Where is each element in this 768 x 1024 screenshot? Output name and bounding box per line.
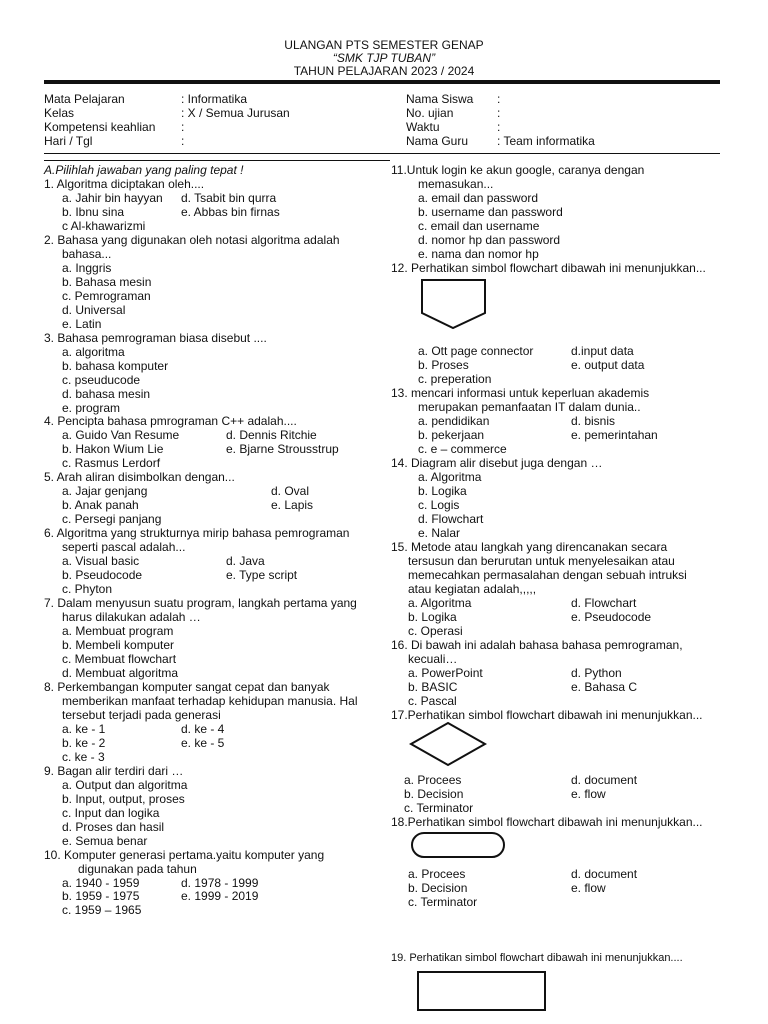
q14-option-d: d. Flowchart	[418, 512, 484, 526]
q9-option-b: b. Input, output, proses	[62, 792, 185, 806]
q15-option-b: b. Logika	[408, 610, 457, 624]
q10-option-e: e. 1999 - 2019	[181, 889, 259, 903]
info-value-subject: : Informatika	[181, 92, 248, 106]
q16-option-c: c. Pascal	[408, 694, 457, 708]
info-label-student: Nama Siswa	[406, 92, 474, 106]
q17-option-e: e. flow	[571, 787, 606, 801]
q11-option-e: e. nama dan nomor hp	[418, 247, 539, 261]
q2-option-b: b. Bahasa mesin	[62, 275, 152, 289]
q7-option-b: b. Membeli komputer	[62, 638, 175, 652]
q4-option-c: c. Rasmus Lerdorf	[62, 456, 161, 470]
q7-option-a: a. Membuat program	[62, 624, 174, 638]
q2-option-a: a. Inggris	[62, 261, 112, 275]
q3-option-a: a. algoritma	[62, 345, 125, 359]
q14-option-a: a. Algoritma	[418, 470, 482, 484]
question-17: 17.Perhatikan simbol flowchart dibawah ini menunjukkan...	[391, 708, 703, 722]
question-13-cont: merupakan pemanfaatan IT dalam dunia..	[418, 400, 641, 414]
q14-option-c: c. Logis	[418, 498, 460, 512]
q4-option-b: b. Hakon Wium Lie	[62, 442, 164, 456]
q18-option-b: b. Decision	[408, 881, 468, 895]
info-label-class: Kelas	[44, 106, 75, 120]
question-7: 7. Dalam menyusun suatu program, langkah pertama yang	[44, 596, 357, 610]
q1-option-a: a. Jahir bin hayyan	[62, 191, 163, 205]
q1-option-d: d. Tsabit bin qurra	[181, 191, 277, 205]
info-label-exam-no: No. ujian	[406, 106, 454, 120]
q5-option-e: e. Lapis	[271, 498, 314, 512]
question-9: 9. Bagan alir terdiri dari …	[44, 764, 184, 778]
q16-option-a: a. PowerPoint	[408, 666, 483, 680]
question-15-cont1: tersusun dan berurutan untuk menyelesaikan atau	[408, 554, 675, 568]
q14-option-e: e. Nalar	[418, 526, 461, 540]
q15-option-d: d. Flowchart	[571, 596, 637, 610]
q18-option-a: a. Procees	[408, 867, 466, 881]
question-8-cont1: memberikan manfaat terhadap kehidupan manusia. Hal	[62, 694, 358, 708]
q10-option-a: a. 1940 - 1959	[62, 876, 140, 890]
q4-option-a: a. Guido Van Resume	[62, 428, 180, 442]
terminator-oval-symbol	[410, 831, 506, 859]
info-value-exam-no: :	[497, 106, 501, 120]
info-label-subject: Mata Pelajaran	[44, 92, 125, 106]
info-label-date: Hari / Tgl	[44, 134, 93, 148]
question-16: 16. Di bawah ini adalah bahasa bahasa pemrograman,	[391, 638, 683, 652]
q3-option-e: e. program	[62, 401, 121, 415]
q5-option-d: d. Oval	[271, 484, 310, 498]
q11-option-b: b. username dan password	[418, 205, 563, 219]
q9-option-d: d. Proses dan hasil	[62, 820, 165, 834]
q12-option-e: e. output data	[571, 358, 645, 372]
q1-option-e: e. Abbas bin firnas	[181, 205, 280, 219]
academic-year: TAHUN PELAJARAN 2023 / 2024	[293, 64, 475, 78]
q14-option-b: b. Logika	[418, 484, 467, 498]
q13-option-b: b. pekerjaan	[418, 428, 485, 442]
q3-option-d: d. bahasa mesin	[62, 387, 151, 401]
question-19: 19. Perhatikan simbol flowchart dibawah ini menunjukkan....	[391, 952, 683, 964]
q2-option-c: c. Pemrograman	[62, 289, 151, 303]
question-15-cont2: memecahkan permasalahan dengan sebuah intruksi	[408, 568, 687, 582]
q11-option-d: d. nomor hp dan password	[418, 233, 561, 247]
q13-option-a: a. pendidikan	[418, 414, 490, 428]
info-value-class: : X / Semua Jurusan	[181, 106, 290, 120]
q8-option-b: b. ke - 2	[62, 736, 106, 750]
q6-option-a: a. Visual basic	[62, 554, 140, 568]
question-7-cont: harus dilakukan adalah …	[62, 610, 201, 624]
question-5: 5. Arah aliran disimbolkan dengan...	[44, 470, 235, 484]
left-column-rule	[44, 160, 390, 161]
question-8-cont2: tersebut terjadi pada generasi	[62, 708, 221, 722]
q2-option-d: d. Universal	[62, 303, 126, 317]
q13-option-e: e. pemerintahan	[571, 428, 658, 442]
q18-option-d: d. document	[571, 867, 638, 881]
q12-option-b: b. Proses	[418, 358, 469, 372]
q9-option-a: a. Output dan algoritma	[62, 778, 188, 792]
q11-option-c: c. email dan username	[418, 219, 540, 233]
q6-option-b: b. Pseudocode	[62, 568, 143, 582]
info-value-competence: :	[181, 120, 185, 134]
question-6-cont: seperti pascal adalah...	[62, 540, 186, 554]
q17-option-a: a. Procees	[404, 773, 462, 787]
q17-option-c: c. Terminator	[404, 801, 474, 815]
exam-title: ULANGAN PTS SEMESTER GENAP	[284, 38, 484, 52]
info-label-competence: Kompetensi keahlian	[44, 120, 156, 134]
question-13: 13. mencari informasi untuk keperluan akademis	[391, 386, 650, 400]
question-11: 11.Untuk login ke akun google, caranya dengan	[391, 163, 645, 177]
q16-option-e: e. Bahasa C	[571, 680, 638, 694]
q9-option-e: e. Semua benar	[62, 834, 148, 848]
question-14: 14. Diagram alir disebut juga dengan …	[391, 456, 603, 470]
q4-option-d: d. Dennis Ritchie	[226, 428, 317, 442]
offpage-connector-symbol	[418, 277, 490, 333]
question-10-cont: digunakan pada tahun	[78, 862, 197, 876]
q10-option-c: c. 1959 – 1965	[62, 903, 142, 917]
instruction: A.Pilihlah jawaban yang paling tepat !	[44, 163, 244, 177]
q12-option-c: c. preperation	[418, 372, 492, 386]
q17-option-d: d. document	[571, 773, 638, 787]
q10-option-b: b. 1959 - 1975	[62, 889, 140, 903]
decision-diamond-symbol	[408, 721, 488, 767]
question-10: 10. Komputer generasi pertama.yaitu komputer yang	[44, 848, 325, 862]
question-11-cont: memasukan...	[418, 177, 494, 191]
q9-option-c: c. Input dan logika	[62, 806, 160, 820]
q17-option-b: b. Decision	[404, 787, 464, 801]
q7-option-c: c. Membuat flowchart	[62, 652, 177, 666]
info-value-student: :	[497, 92, 501, 106]
question-15-cont3: atau kegiatan adalah,,,,,	[408, 582, 537, 596]
info-value-time: :	[497, 120, 501, 134]
q8-option-e: e. ke - 5	[181, 736, 225, 750]
question-4: 4. Pencipta bahasa pmrograman C++ adalah....	[44, 414, 297, 428]
question-16-cont: kecuali…	[408, 652, 458, 666]
q18-option-e: e. flow	[571, 881, 606, 895]
info-value-date: :	[181, 134, 185, 148]
info-label-teacher: Nama Guru	[406, 134, 469, 148]
q6-option-e: e. Type script	[226, 568, 298, 582]
q16-option-b: b. BASIC	[408, 680, 458, 694]
question-12: 12. Perhatikan simbol flowchart dibawah ini menunjukkan...	[391, 261, 706, 275]
q15-option-a: a. Algoritma	[408, 596, 472, 610]
q7-option-d: d. Membuat algoritma	[62, 666, 179, 680]
q6-option-d: d. Java	[226, 554, 265, 568]
q15-option-e: e. Pseudocode	[571, 610, 652, 624]
q8-option-a: a. ke - 1	[62, 722, 106, 736]
q1-option-b: b. Ibnu sina	[62, 205, 125, 219]
q10-option-d: d. 1978 - 1999	[181, 876, 259, 890]
q11-option-a: a. email dan password	[418, 191, 539, 205]
q5-option-a: a. Jajar genjang	[62, 484, 148, 498]
q1-option-c: c Al-khawarizmi	[62, 219, 146, 233]
question-8: 8. Perkembangan komputer sangat cepat dan banyak	[44, 680, 330, 694]
question-18: 18.Perhatikan simbol flowchart dibawah ini menunjukkan...	[391, 815, 703, 829]
q8-option-c: c. ke - 3	[62, 750, 105, 764]
question-6: 6. Algoritma yang strukturnya mirip bahasa pemrograman	[44, 526, 350, 540]
q8-option-d: d. ke - 4	[181, 722, 225, 736]
info-label-time: Waktu	[406, 120, 440, 134]
question-2: 2. Bahasa yang digunakan oleh notasi algoritma adalah	[44, 233, 340, 247]
q12-option-a: a. Ott page connector	[418, 344, 534, 358]
q3-option-c: c. pseuducode	[62, 373, 141, 387]
q13-option-d: d. bisnis	[571, 414, 616, 428]
question-2-cont: bahasa...	[62, 247, 112, 261]
info-divider	[44, 153, 720, 154]
question-15: 15. Metode atau langkah yang direncanakan secara	[391, 540, 668, 554]
q13-option-c: c. e – commerce	[418, 442, 507, 456]
process-rectangle-symbol	[416, 970, 548, 1014]
q12-option-d: d.input data	[571, 344, 634, 358]
question-3: 3. Bahasa pemrograman biasa disebut ....	[44, 331, 267, 345]
header-divider	[44, 80, 720, 84]
q3-option-b: b. bahasa komputer	[62, 359, 169, 373]
info-value-teacher: : Team informatika	[497, 134, 595, 148]
q6-option-c: c. Phyton	[62, 582, 113, 596]
school-name: “SMK TJP TUBAN”	[332, 51, 436, 65]
q5-option-c: c. Persegi panjang	[62, 512, 162, 526]
q16-option-d: d. Python	[571, 666, 622, 680]
q15-option-c: c. Operasi	[408, 624, 463, 638]
question-1: 1. Algoritma diciptakan oleh....	[44, 177, 205, 191]
q18-option-c: c. Terminator	[408, 895, 478, 909]
q4-option-e: e. Bjarne Strousstrup	[226, 442, 339, 456]
q2-option-e: e. Latin	[62, 317, 102, 331]
q5-option-b: b. Anak panah	[62, 498, 139, 512]
